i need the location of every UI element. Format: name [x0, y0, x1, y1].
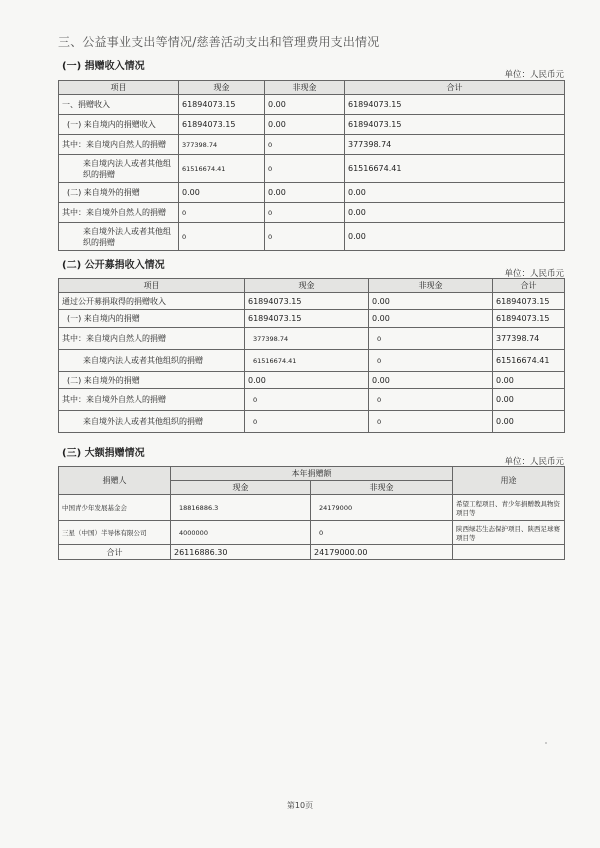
table-row [59, 328, 565, 350]
cell-total: 61516674.41 [493, 350, 565, 372]
cell-total: 377398.74 [493, 328, 565, 350]
table-row [59, 183, 565, 203]
table-row [59, 350, 565, 372]
cell-total: 61894073.15 [345, 115, 565, 135]
cell-noncash: 24179000 [311, 495, 453, 521]
cell-cash: 377398.74 [245, 328, 369, 350]
table-header-row [59, 279, 565, 293]
total-noncash: 24179000.00 [311, 545, 453, 560]
table-total-row [59, 545, 565, 560]
header-noncash: 非现金 [369, 279, 493, 293]
cell-noncash: 0 [369, 389, 493, 411]
row-label: 来自境外法人或者其他组织的捐赠 [59, 411, 245, 433]
row-label: 来自境内法人或者其他组织的捐赠 [59, 350, 245, 372]
table-row [59, 223, 565, 251]
cell-cash: 0 [179, 203, 265, 223]
cell-noncash: 0 [311, 521, 453, 545]
table-row [59, 203, 565, 223]
table-row [59, 310, 565, 328]
table-row [59, 115, 565, 135]
cell-cash: 0 [179, 223, 265, 251]
table-row [59, 293, 565, 310]
cell-noncash: 0 [369, 350, 493, 372]
section3-unit: 单位：人民币元 [504, 457, 564, 467]
section1-title: (一) 捐赠收入情况 [62, 61, 145, 72]
cell-total: 61894073.15 [493, 293, 565, 310]
row-label: 来自境内法人或者其他组织的捐赠 [59, 155, 179, 183]
cell-noncash: 0 [265, 203, 345, 223]
section1-unit: 单位：人民币元 [504, 70, 564, 80]
header-donor: 捐赠人 [59, 467, 171, 495]
cell-use: 希望工程项目、青少年捐赠教具物资项目等 [453, 495, 565, 521]
header-noncash: 非现金 [265, 81, 345, 95]
section2-title: (二) 公开募捐收入情况 [62, 260, 165, 271]
cell-cash: 0 [245, 411, 369, 433]
public-fundraising-table [58, 278, 565, 433]
row-label: (一) 来自境内的捐赠 [59, 310, 245, 328]
header-total: 合计 [345, 81, 565, 95]
table-header-row [59, 81, 565, 95]
cell-total: 61516674.41 [345, 155, 565, 183]
cell-noncash: 0.00 [265, 183, 345, 203]
cell-cash: 4000000 [171, 521, 311, 545]
table-row [59, 95, 565, 115]
cell-total: 377398.74 [345, 135, 565, 155]
cell-cash: 0.00 [245, 372, 369, 389]
header-cash: 现金 [245, 279, 369, 293]
row-label: 其中：来自境内自然人的捐赠 [59, 135, 179, 155]
cell-donor: 中国青少年发展基金会 [59, 495, 171, 521]
header-item: 项目 [59, 81, 179, 95]
row-label: (一) 来自境内的捐赠收入 [59, 115, 179, 135]
table-header-row [59, 467, 565, 481]
table-row [59, 521, 565, 545]
cell-noncash: 0.00 [265, 95, 345, 115]
section2-unit: 单位：人民币元 [504, 269, 564, 279]
row-label: 其中：来自境内自然人的捐赠 [59, 328, 245, 350]
scan-dot [545, 742, 547, 744]
total-use [453, 545, 565, 560]
cell-total: 0.00 [345, 183, 565, 203]
cell-noncash: 0.00 [369, 293, 493, 310]
cell-noncash: 0 [369, 411, 493, 433]
row-label: 一、捐赠收入 [59, 95, 179, 115]
cell-noncash: 0.00 [369, 372, 493, 389]
row-label: 来自境外法人或者其他组织的捐赠 [59, 223, 179, 251]
row-label: (二) 来自境外的捐赠 [59, 183, 179, 203]
cell-use: 陕西绿芯生态保护项目、陕西足球赛项目等 [453, 521, 565, 545]
cell-noncash: 0.00 [265, 115, 345, 135]
header-use: 用途 [453, 467, 565, 495]
cell-cash: 61894073.15 [245, 293, 369, 310]
total-cash: 26116886.30 [171, 545, 311, 560]
cell-cash: 18816886.3 [171, 495, 311, 521]
page-heading: 三、公益事业支出等情况/慈善活动支出和管理费用支出情况 [58, 35, 380, 49]
header-noncash: 非现金 [311, 481, 453, 495]
cell-noncash: 0 [369, 328, 493, 350]
table-row [59, 411, 565, 433]
header-amount: 本年捐赠额 [171, 467, 453, 481]
cell-total: 0.00 [345, 223, 565, 251]
cell-cash: 0.00 [179, 183, 265, 203]
row-label: 通过公开募捐取得的捐赠收入 [59, 293, 245, 310]
cell-noncash: 0 [265, 155, 345, 183]
cell-total: 61894073.15 [345, 95, 565, 115]
row-label: 其中：来自境外自然人的捐赠 [59, 203, 179, 223]
table-row [59, 389, 565, 411]
donation-income-table [58, 80, 565, 251]
cell-cash: 0 [245, 389, 369, 411]
header-item: 项目 [59, 279, 245, 293]
page-number: 第10页 [286, 801, 314, 810]
total-label: 合计 [59, 545, 171, 560]
row-label: (二) 来自境外的捐赠 [59, 372, 245, 389]
cell-noncash: 0 [265, 135, 345, 155]
table-row [59, 155, 565, 183]
cell-noncash: 0.00 [369, 310, 493, 328]
section3-title: (三) 大额捐赠情况 [62, 448, 145, 459]
cell-cash: 61894073.15 [179, 115, 265, 135]
header-cash: 现金 [179, 81, 265, 95]
cell-noncash: 0 [265, 223, 345, 251]
cell-cash: 61516674.41 [245, 350, 369, 372]
cell-total: 0.00 [345, 203, 565, 223]
table-row [59, 135, 565, 155]
header-cash: 现金 [171, 481, 311, 495]
cell-total: 0.00 [493, 389, 565, 411]
cell-cash: 61516674.41 [179, 155, 265, 183]
cell-donor: 三星（中国）半导体有限公司 [59, 521, 171, 545]
cell-cash: 61894073.15 [245, 310, 369, 328]
large-donations-table [58, 466, 565, 560]
cell-total: 61894073.15 [493, 310, 565, 328]
table-row [59, 495, 565, 521]
row-label: 其中：来自境外自然人的捐赠 [59, 389, 245, 411]
cell-cash: 61894073.15 [179, 95, 265, 115]
cell-cash: 377398.74 [179, 135, 265, 155]
header-total: 合计 [493, 279, 565, 293]
table-row [59, 372, 565, 389]
cell-total: 0.00 [493, 411, 565, 433]
cell-total: 0.00 [493, 372, 565, 389]
